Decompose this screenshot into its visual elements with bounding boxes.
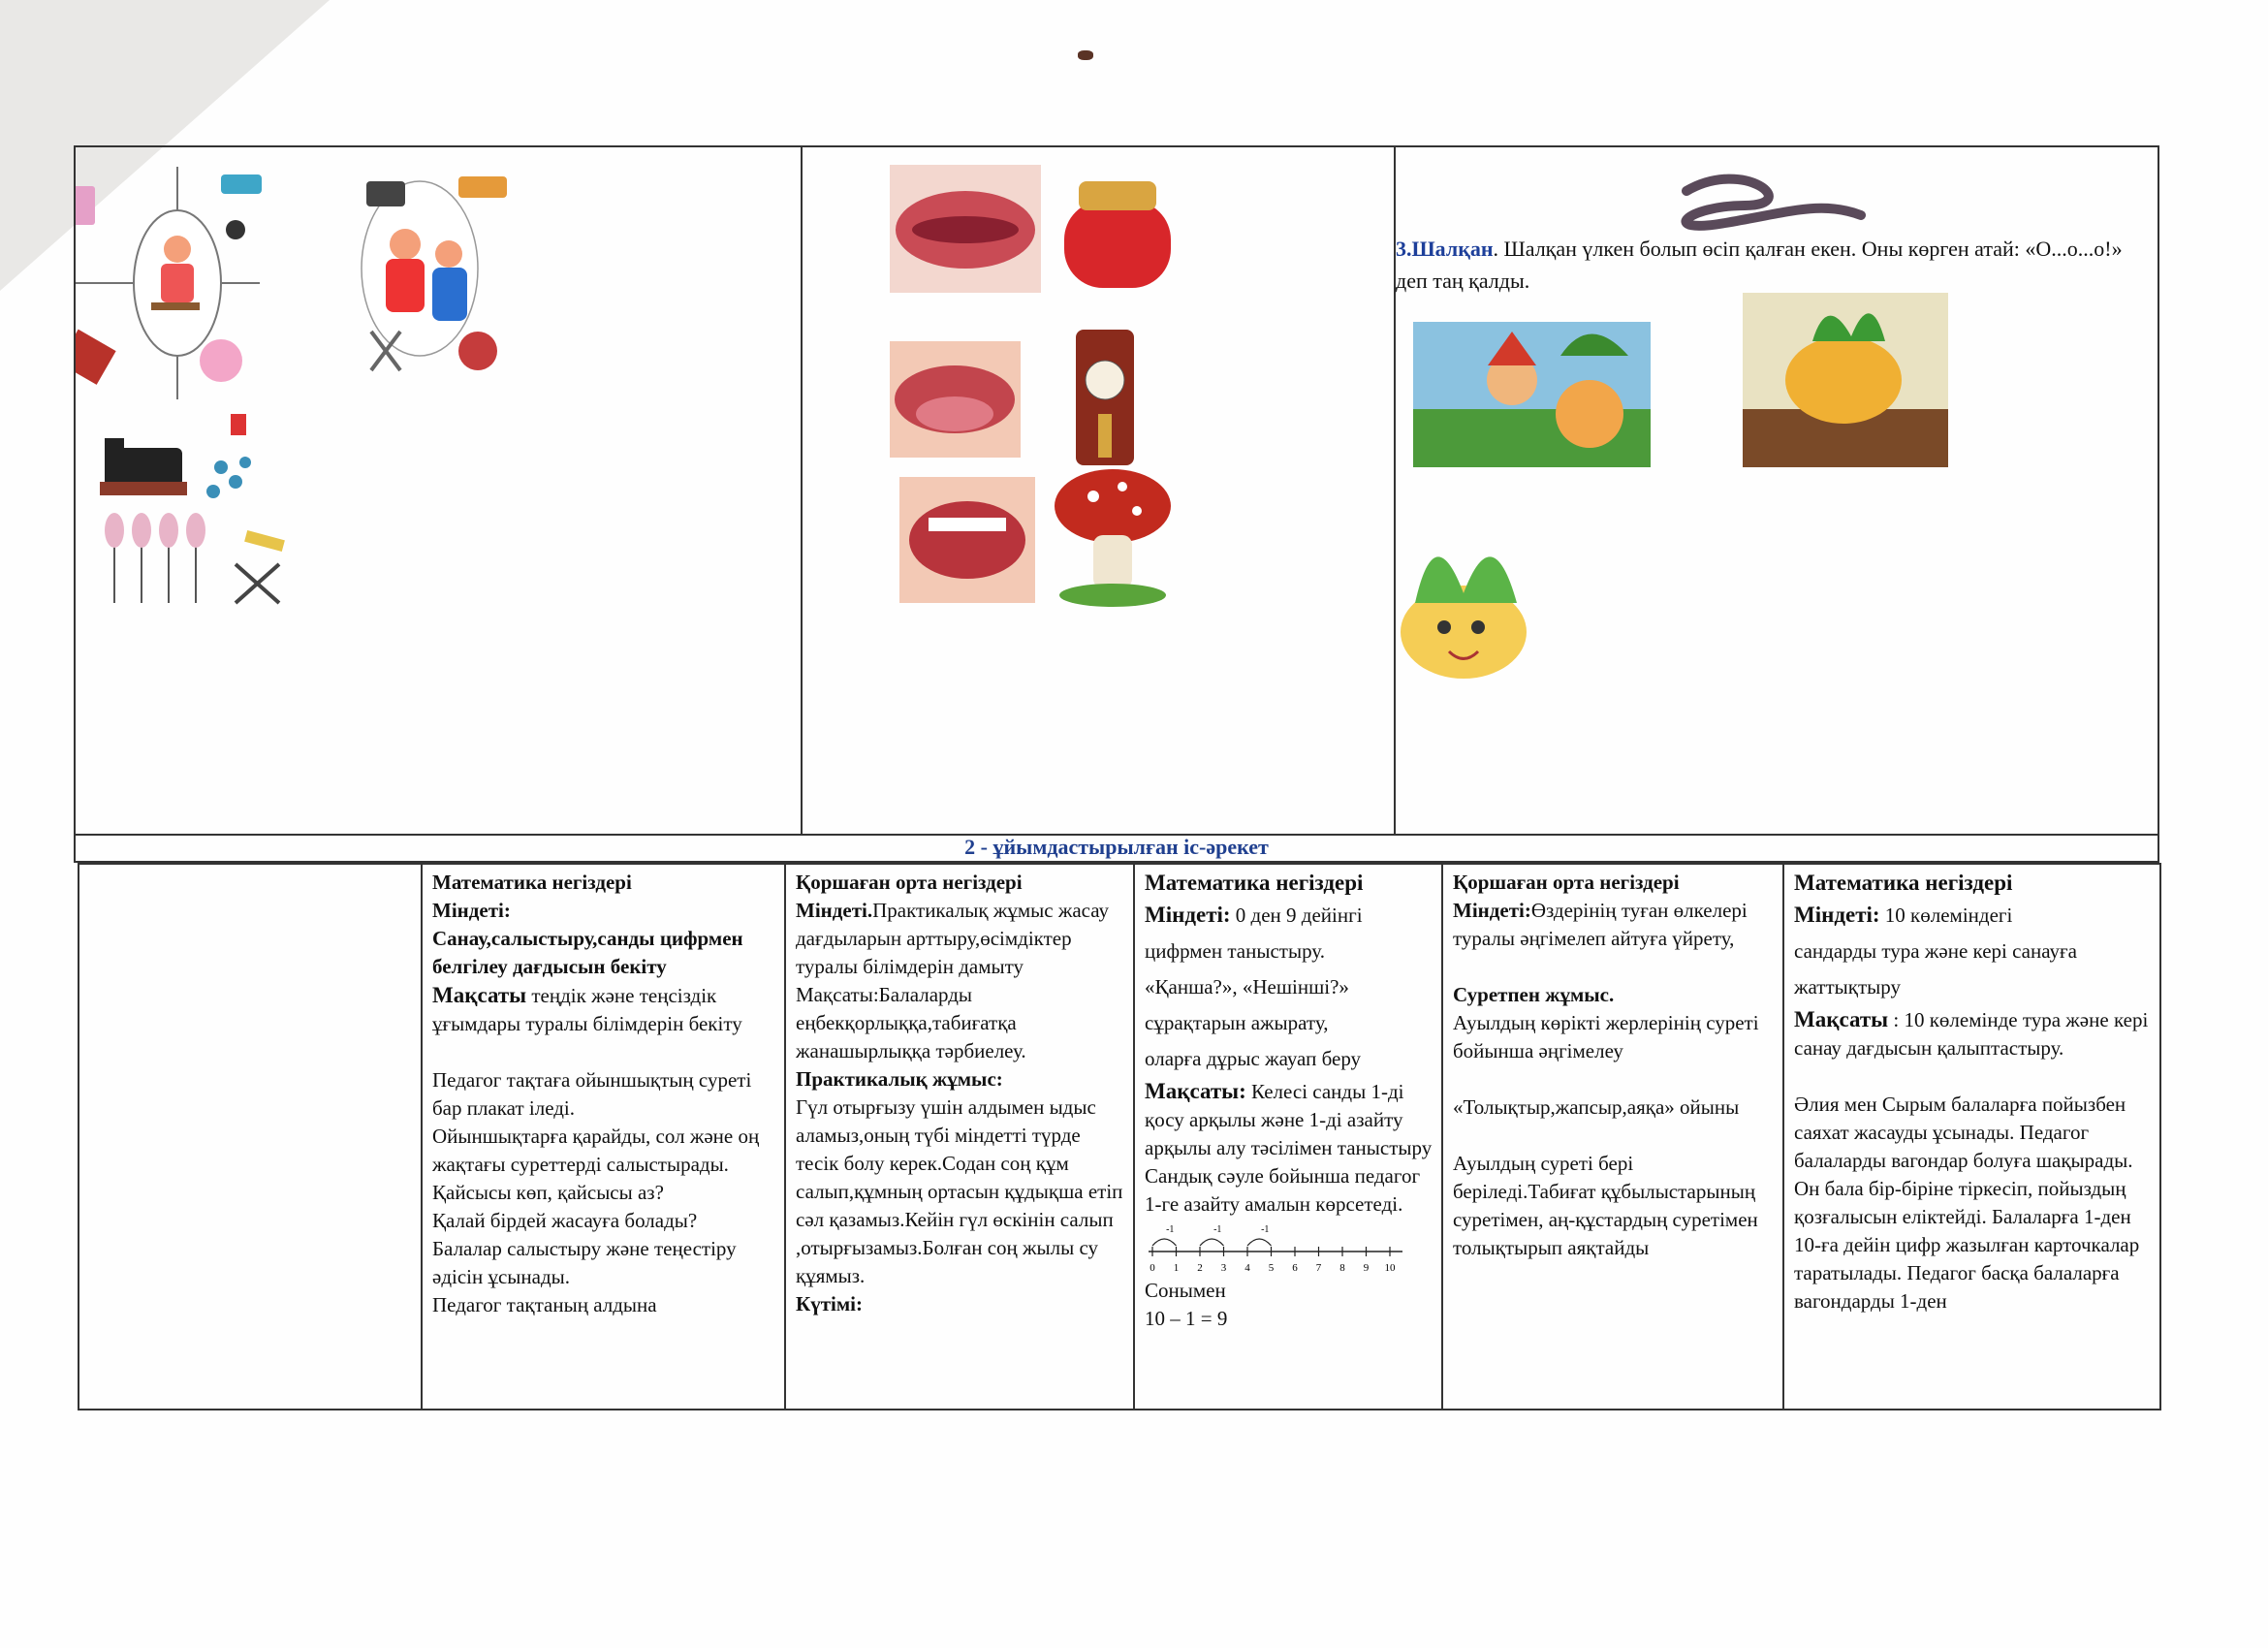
task-label: Міндеті: [1794, 903, 1880, 927]
task-line: жаттықтыру [1794, 975, 1901, 998]
goal-label: Мақсаты [432, 983, 527, 1007]
number-line-tick-label: 2 [1197, 1262, 1203, 1274]
activity-table [78, 863, 2161, 1410]
goal-text: Келесі санды 1-ді қосу арқылы және 1-ді азайту арқылы алу тәсілімен таныстыру [1145, 1080, 1433, 1159]
section-banner: 2 - ұйымдастырылған іс-әрекет [74, 834, 2159, 863]
task-line: 0 ден 9 дейінгі [1230, 903, 1363, 927]
empty-column [79, 865, 421, 1409]
result-label: Сонымен [1145, 1279, 1226, 1302]
task-text: Өздерінің туған өлкелері туралы әңгімелеп айтуға үйрету, [1453, 899, 1748, 950]
number-line-tick-label: 9 [1363, 1262, 1370, 1274]
environment-column-1 [784, 865, 1133, 1409]
body-line: Қайсысы көп, қайсысы аз? [432, 1181, 664, 1204]
number-line-jump-label: -1 [1261, 1224, 1270, 1235]
task-label: Міндеті: [432, 899, 511, 922]
column-title: Математика негіздері [1145, 871, 1364, 895]
math-column-3 [1782, 865, 2159, 1409]
number-line-jump-label: -1 [1166, 1224, 1175, 1235]
care-label: Күтімі: [796, 1292, 864, 1315]
work-label: Суретпен жұмыс. [1453, 983, 1615, 1006]
task-line: сұрақтарын ажырату, [1145, 1011, 1329, 1034]
number-line-jump [1200, 1239, 1224, 1246]
task-label: Міндеті. [796, 899, 873, 922]
environment-column-2 [1441, 865, 1782, 1409]
task-label: Міндеті: [1145, 903, 1231, 927]
number-line-jump [1152, 1239, 1177, 1246]
number-line-tick-label: 6 [1292, 1262, 1298, 1274]
number-line-tick-label: 8 [1339, 1262, 1345, 1274]
number-line [1145, 1222, 1406, 1277]
task-line: оларға дұрыс жауап беру [1145, 1047, 1362, 1070]
body-line: Балалар салыстыру және теңестіру әдісін ұсынады. [432, 1237, 737, 1288]
math-column-1 [421, 865, 784, 1409]
task-line: «Қанша?», «Нешінші?» [1145, 975, 1349, 998]
number-line-tick-label: 0 [1150, 1262, 1155, 1274]
result-expression: 10 – 1 = 9 [1145, 1307, 1228, 1330]
column-title: Математика негіздері [1794, 871, 2013, 895]
task-text: Практикалық жұмыс жасау дағдыларын арттыру,өсімдіктер туралы білімдерін дамыту [796, 899, 1110, 978]
sewing-pictures-cell [76, 147, 801, 834]
number-line-jump [1247, 1239, 1272, 1246]
final-text: Ауылдың суреті бері беріледі.Табиғат құбылыстарының суретімен, аң-құстардың суретімен толықтырып аяқтайды [1453, 1152, 1758, 1259]
goal-label: Мақсаты: [1145, 1079, 1246, 1103]
task-line: цифрмен таныстыру. [1145, 939, 1325, 963]
number-line-tick-label: 3 [1220, 1262, 1227, 1274]
turnip-text: . Шалқан үлкен болып өсіп қалған екен. Оны көрген атай: «О...о...о!» деп таң қалды. [1396, 237, 2123, 293]
goal-text: теңдік және теңсіздік ұғымдары туралы білімдерін бекіту [432, 984, 742, 1035]
number-line-tick-label: 4 [1244, 1262, 1250, 1274]
number-line-tick-label: 1 [1173, 1262, 1180, 1274]
body-line: Ойыншықтарға қарайды, сол және оң жақтағы суреттерді салыстырады. [432, 1125, 760, 1176]
task-line: 10 көлеміндегі [1879, 903, 2013, 927]
articulation-illustrations [803, 147, 1394, 838]
goal-text: Мақсаты:Балаларды еңбекқорлыққа,табиғатқа жанашырлыққа тәрбиелеу. [796, 983, 1026, 1062]
body-line: Педагог тақтаның алдына [432, 1293, 657, 1316]
turnip-title: 3.Шалқан [1396, 237, 1494, 261]
sewing-illustrations [76, 147, 801, 838]
game-text: «Толықтыр,жапсыр,аяқа» ойыны [1453, 1095, 1740, 1119]
column-title: Қоршаған орта негіздері [1453, 871, 1680, 894]
articulation-pictures-cell [803, 147, 1394, 834]
number-line-tick-label: 5 [1268, 1262, 1275, 1274]
task-text: Санау,салыстыру,санды цифрмен белгілеу дағдысын бекіту [432, 927, 743, 978]
body-line: Педагог тақтаға ойыншықтың суреті бар плакат іледі. [432, 1068, 752, 1120]
number-line-tick-label: 10 [1384, 1262, 1396, 1274]
ray-text: Сандық сәуле бойынша педагог 1-ге азайту амалын көрсетеді. [1145, 1164, 1421, 1216]
task-line: сандарды тура және кері санауға [1794, 939, 2077, 963]
practical-label: Практикалық жұмыс: [796, 1067, 1003, 1091]
column-title: Қоршаған орта негіздері [796, 871, 1023, 894]
column-title: Математика негіздері [432, 871, 632, 894]
number-line-tick-label: 7 [1315, 1262, 1322, 1274]
turnip-caption [1396, 233, 2132, 297]
body-line: Қалай бірдей жасауға болады? [432, 1209, 698, 1232]
body-text: Әлия мен Сырым балаларға пойызбен саяхат жасауды ұсынады. Педагог балаларды вагондар болуға шақырады. Он бала бір-біріне тіркесіп, пойыздың қозғалысын еліктейді. Балаларға 1-ден 10-ға дейін цифр жазылған карточкалар таратылады. Педагог басқа балаларға вагондарды 1-ден [1794, 1093, 2140, 1313]
practical-text: Гүл отырғызу үшін алдымен ыдыс аламыз,оның түбі міндетті түрде тесік болу керек.Содан соң құм салып,құмның ортасын құдықша етіп сәл қазамыз.Кейін гүл өскінін салып ,отырғызамыз.Болған соң жылы су құямыз. [796, 1095, 1123, 1287]
work-text: Ауылдың көрікті жерлерінің суреті бойынша әңгімелеу [1453, 1011, 1759, 1062]
goal-text: : 10 көлемінде тура және кері санау дағдысын қалыптастыру. [1794, 1008, 2149, 1060]
number-line-jump-label: -1 [1213, 1224, 1222, 1235]
task-label: Міндеті: [1453, 899, 1531, 922]
math-column-2 [1133, 865, 1441, 1409]
goal-label: Мақсаты [1794, 1007, 1889, 1031]
ink-speck [1078, 50, 1093, 60]
